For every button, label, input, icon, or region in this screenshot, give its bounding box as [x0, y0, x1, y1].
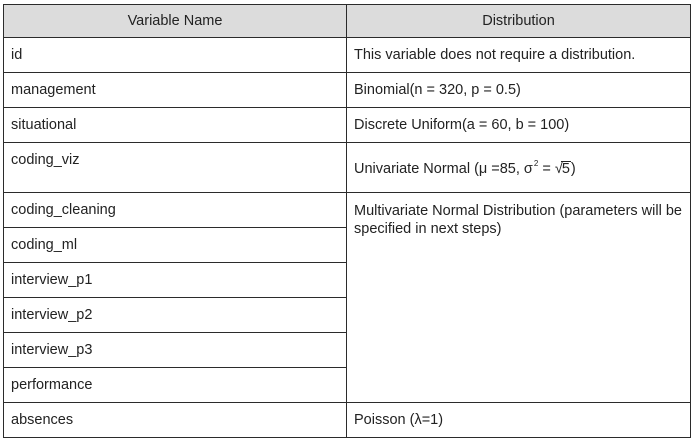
distribution-cell: Poisson (λ=1): [347, 403, 691, 438]
variable-name-cell: absences: [4, 403, 347, 438]
table-row: [4, 108, 691, 143]
radicand: 5: [561, 160, 570, 177]
header-distribution: Distribution: [347, 5, 691, 38]
distribution-cell: [347, 143, 691, 193]
equals-root: = √: [538, 160, 563, 177]
variable-name-cell: interview_p1: [4, 263, 347, 298]
variable-name-cell: interview_p2: [4, 298, 347, 333]
variable-name-cell: interview_p3: [4, 333, 347, 368]
table-row: [4, 143, 691, 193]
normal-prefix: Univariate Normal (μ =85, σ: [354, 160, 533, 177]
variable-name-cell: coding_cleaning: [4, 193, 347, 228]
variable-name-cell: management: [4, 73, 347, 108]
distribution-cell: Multivariate Normal Distribution (parameters will be specified in next steps): [347, 193, 691, 403]
variable-name-cell: performance: [4, 368, 347, 403]
header-variable-name: Variable Name: [4, 5, 347, 38]
table-row: [4, 193, 691, 228]
normal-suffix: ): [570, 160, 576, 177]
table-header-row: [4, 5, 691, 38]
distribution-cell: This variable does not require a distribution.: [347, 38, 691, 73]
variable-name-cell: coding_ml: [4, 228, 347, 263]
table-row: [4, 38, 691, 73]
table-row: [4, 403, 691, 438]
variable-name-cell: situational: [4, 108, 347, 143]
table-row: [4, 73, 691, 108]
sigma-exponent: 2: [533, 158, 539, 168]
distribution-table: [3, 4, 691, 438]
variable-name-cell: coding_viz: [4, 143, 347, 193]
variable-name-cell: id: [4, 38, 347, 73]
distribution-cell: Binomial(n = 320, p = 0.5): [347, 73, 691, 108]
distribution-cell: Discrete Uniform(a = 60, b = 100): [347, 108, 691, 143]
